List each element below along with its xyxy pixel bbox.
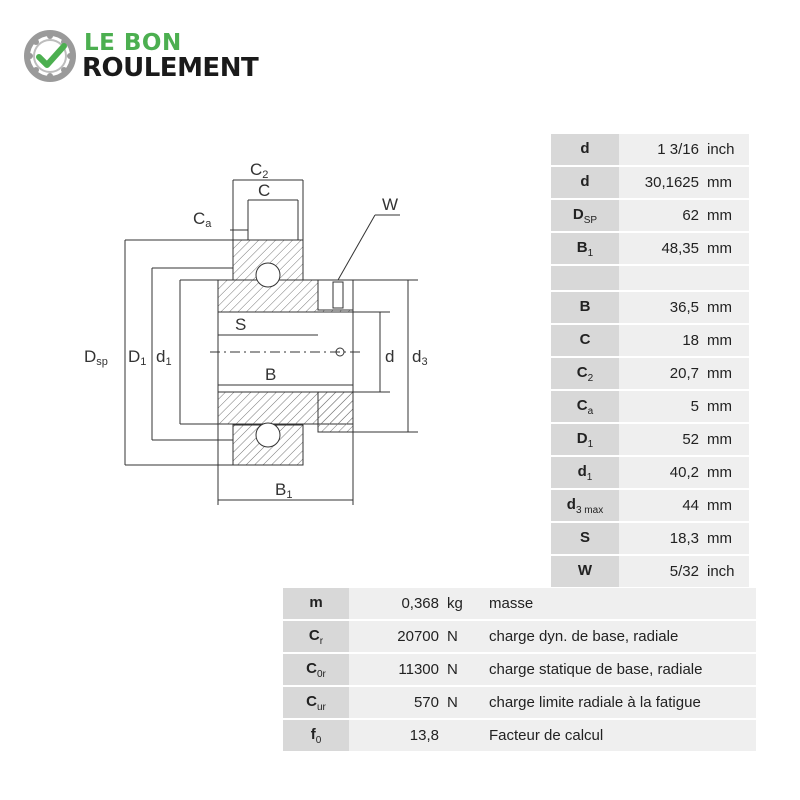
dim-symbol: D — [572, 205, 584, 223]
svg-text:d3 — [412, 347, 428, 368]
svg-text:d1 — [156, 347, 172, 368]
brand-logo[interactable] — [24, 28, 304, 84]
dim-unit: mm — [705, 457, 749, 488]
diagram-label-d1-outer: D — [128, 347, 141, 366]
prop-symbol-sub: r — [319, 635, 324, 647]
properties-table — [283, 586, 756, 753]
table-row — [551, 134, 749, 165]
prop-symbol-sub: 0r — [316, 668, 326, 680]
table-row — [551, 292, 749, 323]
dim-value: 18 — [619, 325, 705, 356]
diagram-label-s: S — [235, 315, 247, 334]
dim-unit: mm — [705, 523, 749, 554]
table-row — [551, 200, 749, 231]
table-row — [283, 687, 756, 718]
dim-symbol: C — [579, 330, 591, 348]
dim-value: 20,7 — [619, 358, 705, 389]
prop-symbol: C — [306, 659, 317, 677]
table-row — [551, 167, 749, 198]
prop-unit: N — [445, 621, 481, 652]
dim-symbol: d — [580, 139, 590, 157]
brand-line2: ROULEMENT — [82, 53, 259, 83]
diagram-label-b: B — [265, 365, 277, 384]
table-row — [551, 457, 749, 488]
table-row — [283, 720, 756, 751]
table-row — [551, 233, 749, 264]
dim-unit: mm — [705, 325, 749, 356]
dim-unit: mm — [705, 424, 749, 455]
dim-symbol-sub: 3 max — [575, 504, 604, 516]
dim-value: 36,5 — [619, 292, 705, 323]
bearing-check-icon — [24, 30, 76, 82]
dim-symbol-sub: 1 — [587, 247, 594, 259]
dim-symbol-sub: 1 — [587, 438, 594, 450]
table-row — [283, 621, 756, 652]
prop-unit: N — [445, 687, 481, 718]
diagram-label-c: C — [258, 181, 271, 200]
dim-unit: mm — [705, 167, 749, 198]
dim-symbol: W — [577, 561, 593, 579]
prop-description: charge limite radiale à la fatigue — [481, 687, 756, 718]
dim-unit: mm — [705, 391, 749, 422]
table-row — [551, 358, 749, 389]
dim-value: 40,2 — [619, 457, 705, 488]
svg-text:D1 — [128, 347, 146, 368]
dim-value: 30,1625 — [619, 167, 705, 198]
table-row — [551, 556, 749, 587]
dim-symbol: d — [577, 462, 587, 480]
dim-value: 18,3 — [619, 523, 705, 554]
diagram-label-d1-outer-sub: 1 — [140, 356, 147, 368]
diagram-label-d: d — [385, 347, 395, 366]
prop-symbol-sub: 0 — [315, 734, 322, 746]
dim-value: 44 — [619, 490, 705, 521]
dim-symbol: C — [576, 363, 588, 381]
table-row — [551, 523, 749, 554]
dim-unit: mm — [705, 490, 749, 521]
prop-description: charge dyn. de base, radiale — [481, 621, 756, 652]
svg-text:Ca — [193, 209, 212, 230]
dim-unit: mm — [705, 200, 749, 231]
dim-symbol: d — [566, 495, 576, 513]
dim-symbol-sub: a — [587, 405, 594, 417]
diagram-label-d1-inner: d — [156, 347, 166, 366]
dim-symbol-sub: 1 — [586, 471, 593, 483]
prop-value: 20700 — [349, 621, 445, 652]
diagram-label-c2-sub: 2 — [262, 169, 269, 181]
table-row — [283, 588, 756, 619]
dim-symbol: B — [576, 238, 588, 256]
prop-unit: kg — [445, 588, 481, 619]
prop-symbol: C — [308, 626, 320, 644]
diagram-label-c2: C — [250, 160, 263, 179]
table-row — [283, 654, 756, 685]
svg-text:Dsp — [84, 347, 108, 368]
prop-value: 0,368 — [349, 588, 445, 619]
prop-value: 11300 — [349, 654, 445, 685]
dim-value: 52 — [619, 424, 705, 455]
dim-symbol: B — [579, 297, 591, 315]
dim-unit: mm — [705, 292, 749, 323]
prop-description: masse — [481, 588, 756, 619]
dim-symbol: S — [579, 528, 590, 546]
dim-symbol-sub: 2 — [587, 372, 594, 384]
table-row — [551, 391, 749, 422]
table-row — [551, 424, 749, 455]
dim-value: 5/32 — [619, 556, 705, 587]
svg-text:B1 — [275, 480, 292, 501]
diagram-label-dsp: D — [84, 347, 97, 366]
dim-value: 48,35 — [619, 233, 705, 264]
dim-symbol: D — [576, 429, 588, 447]
dim-value: 62 — [619, 200, 705, 231]
dim-value: 5 — [619, 391, 705, 422]
diagram-label-d1-inner-sub: 1 — [165, 356, 172, 368]
dim-value: 1 3/16 — [619, 134, 705, 165]
dim-unit: mm — [705, 358, 749, 389]
dim-unit: mm — [705, 233, 749, 264]
prop-symbol: f — [310, 725, 316, 743]
diagram-label-b1-sub: 1 — [286, 489, 293, 501]
prop-value: 570 — [349, 687, 445, 718]
prop-description: Facteur de calcul — [481, 720, 756, 751]
dim-unit: inch — [705, 134, 749, 165]
diagram-label-d3-sub: 3 — [421, 356, 428, 368]
diagram-label-dsp-sub: sp — [96, 356, 108, 368]
table-row — [551, 325, 749, 356]
dim-symbol-sub: SP — [583, 214, 598, 226]
diagram-label-b1: B — [275, 480, 287, 499]
diagram-label-d3: d — [412, 347, 422, 366]
dim-symbol: d — [580, 172, 590, 190]
diagram-label-w: W — [382, 195, 399, 214]
prop-symbol-sub: ur — [316, 701, 326, 713]
dim-unit: inch — [705, 556, 749, 587]
svg-text:C2 — [250, 160, 268, 181]
diagram-label-ca: C — [193, 209, 206, 228]
prop-symbol: C — [306, 692, 317, 710]
prop-description: charge statique de base, radiale — [481, 654, 756, 685]
dimensions-table — [551, 132, 749, 589]
bearing-cross-section-diagram — [70, 140, 460, 520]
prop-unit: N — [445, 654, 481, 685]
brand-line1: LE BON — [84, 30, 182, 56]
table-spacer-row — [551, 266, 749, 290]
prop-unit — [445, 720, 481, 751]
dim-symbol: C — [576, 396, 588, 414]
prop-symbol: m — [309, 593, 323, 611]
diagram-label-ca-sub: a — [205, 218, 212, 230]
table-row — [551, 490, 749, 521]
prop-value: 13,8 — [349, 720, 445, 751]
